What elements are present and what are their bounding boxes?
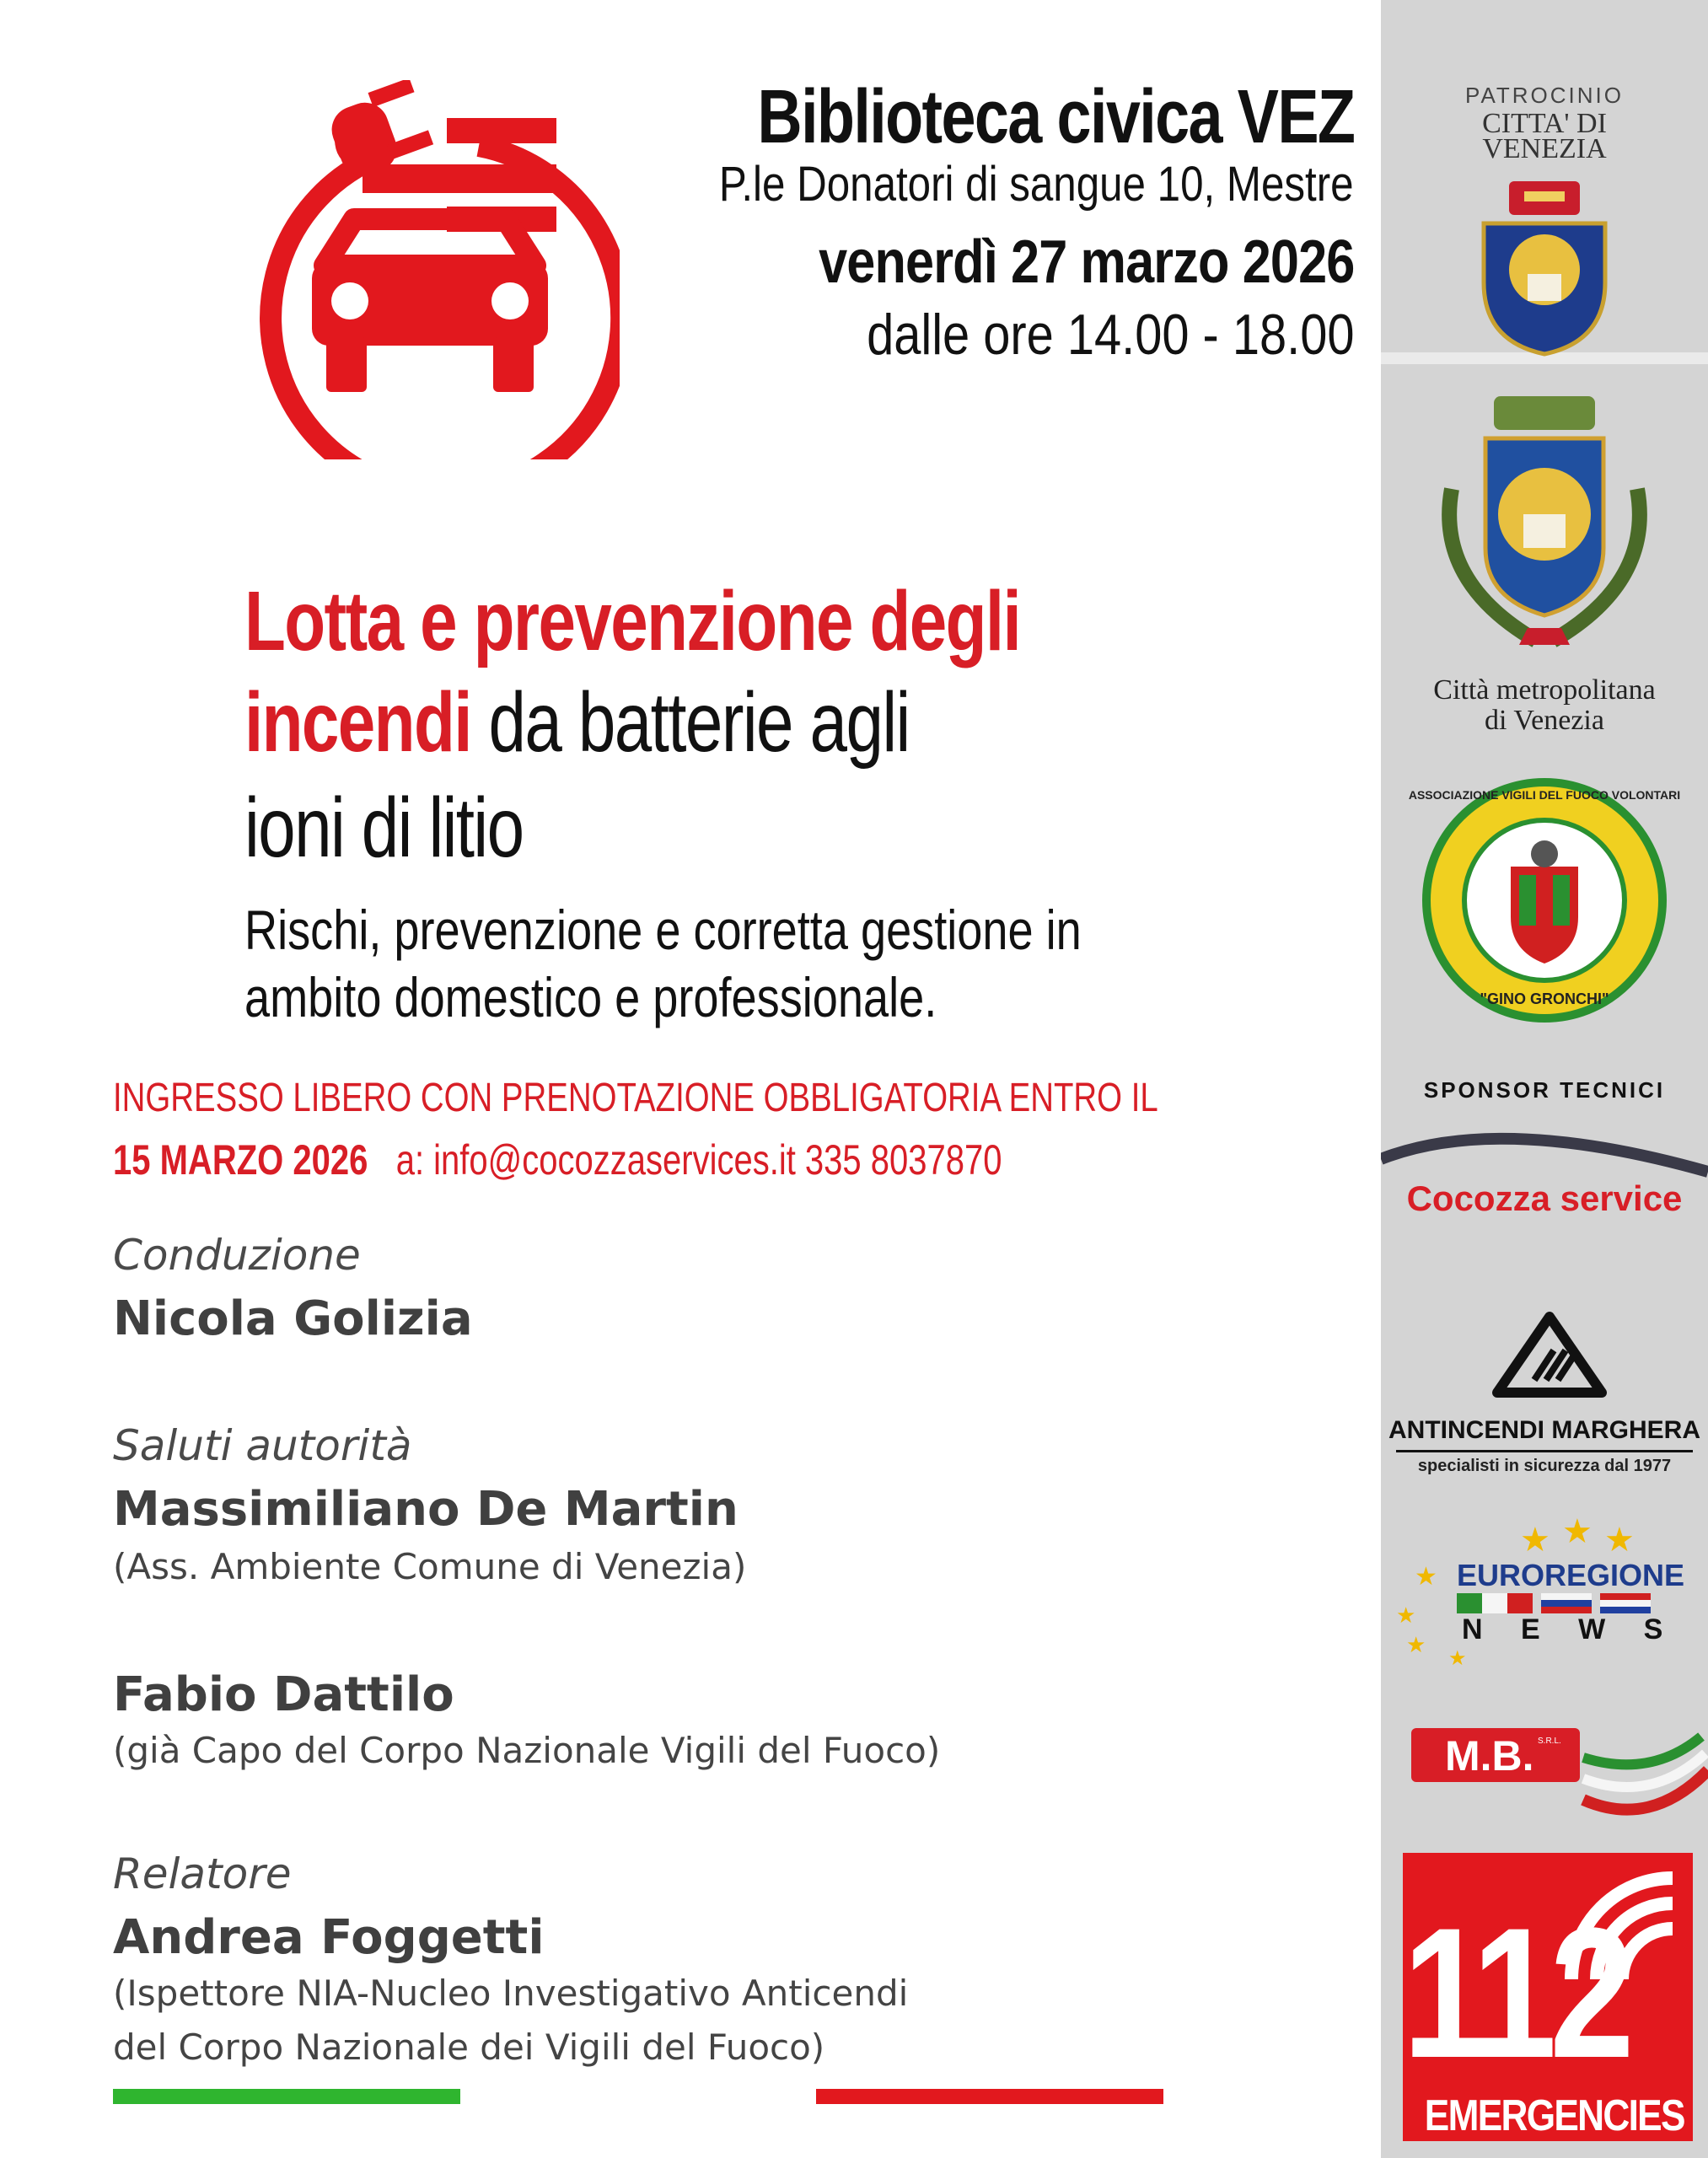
city-line1: CITTA' DI <box>1482 108 1607 139</box>
title-red-part1: Lotta e prevenzione degli <box>244 574 1021 668</box>
venice-crest-icon <box>1475 173 1614 358</box>
subtitle-line1: Rischi, prevenzione e corretta gestione in <box>244 899 1082 961</box>
vvf-association-logo <box>1418 774 1671 1027</box>
antincendi-name: ANTINCENDI MARGHERA <box>1388 1416 1700 1444</box>
metropolitan-crest-icon <box>1426 388 1662 666</box>
speaker1-name: Massimiliano De Martin <box>113 1482 739 1537</box>
conduction-label: Conduzione <box>113 1231 361 1280</box>
venue-name: Biblioteca civica VEZ <box>757 75 1354 159</box>
conduction-name: Nicola Golizia <box>113 1291 473 1346</box>
booking-contact: a: info@cocozzaservices.it 335 8037870 <box>395 1136 1002 1184</box>
svg-text:★: ★ <box>1448 1646 1467 1669</box>
vvf-ring-bottom: "GINO GRONCHI" <box>1480 990 1609 1007</box>
sponsor-sidebar <box>1381 0 1708 2158</box>
svg-text:★: ★ <box>1396 1603 1416 1629</box>
mb-italian-swoosh-icon <box>1566 1720 1708 1829</box>
mb-logo-suffix: S.R.L. <box>1538 1737 1561 1746</box>
event-date: venerdì 27 marzo 2026 <box>818 228 1354 296</box>
speaker-label: Relatore <box>113 1849 292 1898</box>
cocozza-logo: Cocozza service <box>1406 1178 1683 1218</box>
speaker3-role-line2: del Corpo Nazionale dei Vigili del Fuoco) <box>113 2026 825 2068</box>
title-line3: ioni di litio <box>244 781 524 875</box>
booking-line1: INGRESSO LIBERO CON PRENOTAZIONE OBBLIGATORIA ENTRO IL <box>113 1076 1158 1120</box>
booking-line2 <box>113 1135 1002 1184</box>
euroregione-stars-icon <box>1389 1517 1701 1669</box>
mb-logo-text: M.B. <box>1445 1732 1534 1780</box>
venue-address: P.le Donatori di sangue 10, Mestre <box>719 157 1354 212</box>
patronage-label: PATROCINIO <box>1465 83 1624 108</box>
euro-line2: N E W S <box>1462 1613 1678 1645</box>
speaker1-role: (Ass. Ambiente Comune di Venezia) <box>113 1546 747 1587</box>
booking-deadline: 15 MARZO 2026 <box>113 1136 368 1184</box>
title-line1 <box>244 573 1020 670</box>
sponsor-label: SPONSOR TECNICI <box>1423 1077 1666 1103</box>
speaker3-role-line1: (Ispettore NIA-Nucleo Investigativo Anticendi <box>113 1973 909 2014</box>
emergency-number: 112 <box>1403 1889 1628 2096</box>
emergency-112-logo <box>1403 1853 1693 2141</box>
speaker2-role: (già Capo del Corpo Nazionale Vigili del Fuoco) <box>113 1730 941 1771</box>
svg-text:★: ★ <box>1562 1517 1593 1551</box>
subtitle-line2: ambito domestico e professionale. <box>244 966 937 1028</box>
city-line2: VENEZIA <box>1482 133 1607 164</box>
speaker2-name: Fabio Dattilo <box>113 1667 454 1722</box>
svg-text:★: ★ <box>1604 1521 1635 1559</box>
antincendi-underline <box>1396 1450 1693 1452</box>
svg-text:★: ★ <box>1406 1633 1426 1658</box>
svg-text:★: ★ <box>1415 1562 1437 1592</box>
emergency-label: EMERGENCIES <box>1424 2091 1684 2140</box>
metro-line1: Città metropolitana <box>1433 674 1656 706</box>
euro-line1: EUROREGIONE <box>1457 1558 1685 1592</box>
red-divider <box>816 2089 1163 2104</box>
title-black-part: da batterie agli <box>470 675 910 770</box>
event-time: dalle ore 14.00 - 18.00 <box>866 303 1354 367</box>
vvf-ring-top: ASSOCIAZIONE VIGILI DEL FUOCO VOLONTARI <box>1408 788 1681 802</box>
speaker3-name: Andrea Foggetti <box>113 1910 545 1965</box>
antincendi-triangle-icon <box>1490 1308 1609 1401</box>
greetings-label: Saluti autorità <box>113 1421 412 1470</box>
antincendi-tagline: specialisti in sicurezza dal 1977 <box>1417 1457 1672 1475</box>
mb-logo <box>1411 1728 1580 1782</box>
title-red-part2: incendi <box>244 675 471 770</box>
svg-text:★: ★ <box>1520 1521 1550 1559</box>
ev-charging-icon <box>244 80 620 459</box>
metro-line2: di Venezia <box>1485 705 1604 736</box>
title-line2 <box>244 674 910 771</box>
green-divider <box>113 2089 460 2104</box>
